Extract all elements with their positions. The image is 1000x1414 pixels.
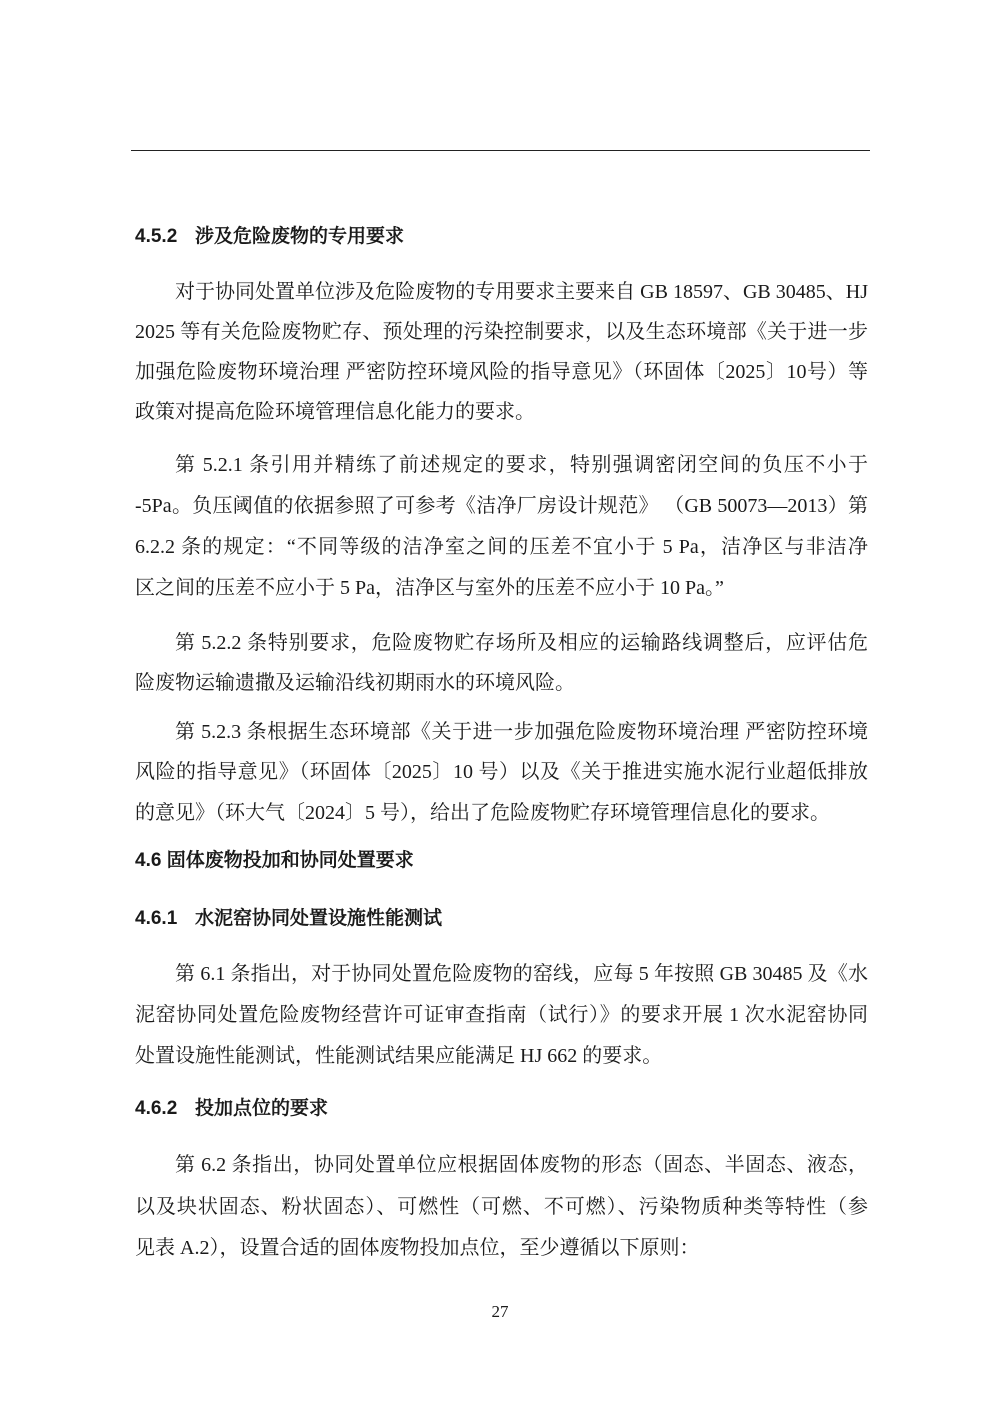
section-title: 固体废物投加和协同处置要求 xyxy=(166,850,414,871)
paragraph-line: 险废物运输遗撒及运输沿线初期雨水的环境风险。 xyxy=(135,672,575,694)
section-title: 涉及危险废物的专用要求 xyxy=(195,226,405,247)
paragraph-line: 第 5.2.3 条根据生态环境部《关于进一步加强危险废物环境治理 严密防控环境 xyxy=(175,721,868,743)
paragraph-line: 的意见》（环大气〔2024〕5 号），给出了危险废物贮存环境管理信息化的要求。 xyxy=(135,802,830,824)
section-title: 投加点位的要求 xyxy=(195,1098,329,1119)
paragraph-line: 第 6.2 条指出，协同处置单位应根据固体废物的形态（固态、半固态、液态， xyxy=(175,1154,868,1176)
paragraph-line: 泥窑协同处置危险废物经营许可证审查指南（试行）》的要求开展 1 次水泥窑协同 xyxy=(135,1004,868,1026)
paragraph-line: 加强危险废物环境治理 严密防控环境风险的指导意见》（环固体〔2025〕10号）等 xyxy=(135,361,868,383)
section-number: 4.6 xyxy=(135,850,162,871)
section-number: 4.6.1 xyxy=(135,908,178,929)
paragraph-line: 对于协同处置单位涉及危险废物的专用要求主要来自 GB 18597、GB 30485、HJ xyxy=(175,281,868,303)
section-title: 水泥窑协同处置设施性能测试 xyxy=(195,908,443,929)
section-heading-4-6-2 xyxy=(135,1097,328,1121)
paragraph-line: 处置设施性能测试，性能测试结果应能满足 HJ 662 的要求。 xyxy=(135,1045,663,1067)
paragraph-line: 风险的指导意见》（环固体〔2025〕10 号）以及《关于推进实施水泥行业超低排放 xyxy=(135,761,868,783)
paragraph-line: 见表 A.2），设置合适的固体废物投加点位，至少遵循以下原则： xyxy=(135,1237,700,1259)
header-rule xyxy=(131,150,870,151)
paragraph-line: 以及块状固态、粉状固态）、可燃性（可燃、不可燃）、污染物质种类等特性（参 xyxy=(135,1196,868,1218)
section-number: 4.6.2 xyxy=(135,1098,178,1119)
paragraph-line: -5Pa。负压阈值的依据参照了可参考《洁净厂房设计规范》 （GB 50073—2013）第 xyxy=(135,495,868,517)
paragraph-line: 政策对提高危险环境管理信息化能力的要求。 xyxy=(135,401,535,423)
section-number: 4.5.2 xyxy=(135,226,178,247)
section-heading-4-6-1 xyxy=(135,907,442,931)
section-heading-4-6 xyxy=(135,849,414,873)
paragraph-line: 2025 等有关危险废物贮存、预处理的污染控制要求，以及生态环境部《关于进一步 xyxy=(135,321,868,343)
page-number: 27 xyxy=(491,1302,509,1321)
paragraph-line: 第 5.2.1 条引用并精练了前述规定的要求，特别强调密闭空间的负压不小于 xyxy=(175,454,868,476)
paragraph-line: 第 6.1 条指出，对于协同处置危险废物的窑线，应每 5 年按照 GB 30485 及《水 xyxy=(175,963,868,985)
paragraph-line: 第 5.2.2 条特别要求，危险废物贮存场所及相应的运输路线调整后，应评估危 xyxy=(175,632,868,654)
section-heading-4-5-2 xyxy=(135,225,404,249)
paragraph-line: 6.2.2 条的规定：“不同等级的洁净室之间的压差不宜小于 5 Pa，洁净区与非洁净 xyxy=(135,536,868,558)
paragraph-line: 区之间的压差不应小于 5 Pa，洁净区与室外的压差不应小于 10 Pa。” xyxy=(135,577,724,599)
